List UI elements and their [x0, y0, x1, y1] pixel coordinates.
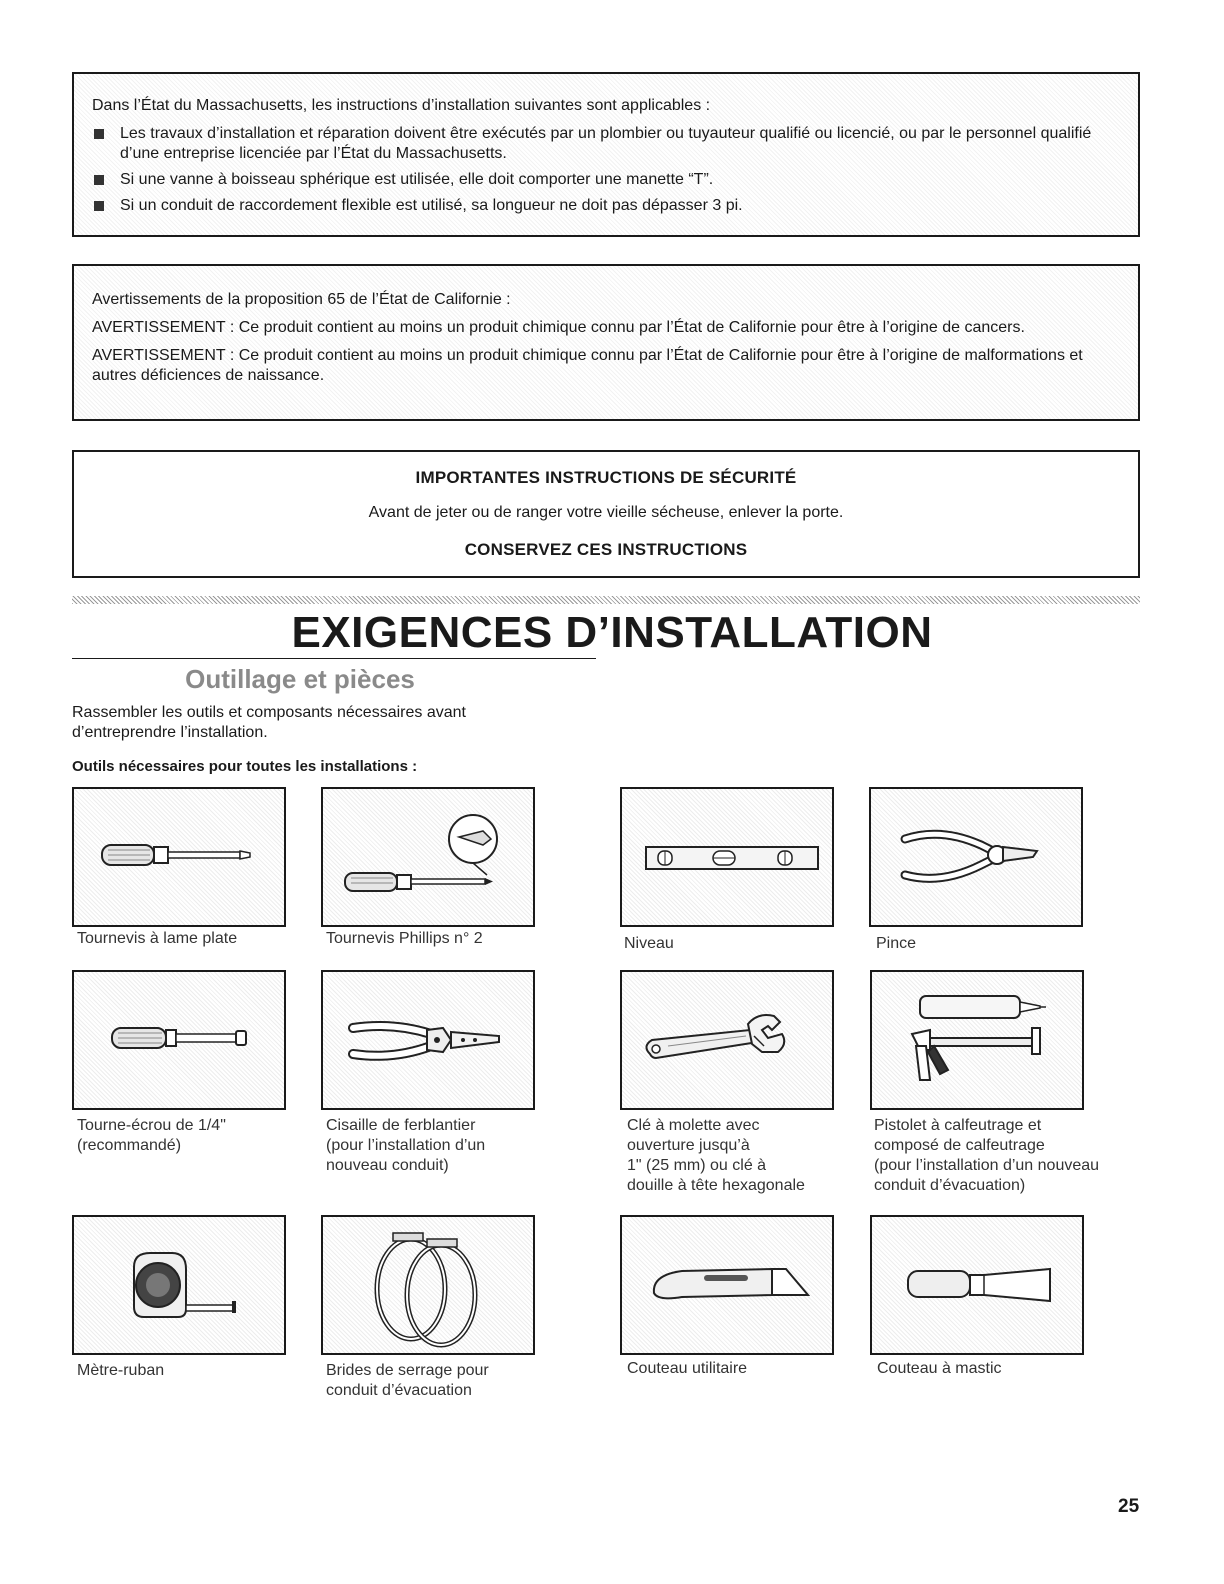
section-divider [72, 596, 1140, 604]
california-warning-cancer: AVERTISSEMENT : Ce produit contient au moins un produit chimique connu par l’État de Californie pour être à l’origine de cancers. [92, 319, 1025, 336]
page-number: 25 [1118, 1496, 1140, 1517]
list-item [92, 170, 1120, 190]
tin-snips-icon [323, 972, 533, 1108]
bullet-square-icon [94, 201, 104, 211]
safety-instructions-box [72, 450, 1140, 578]
pliers-icon [871, 789, 1081, 925]
tool-tile-tin-snips [321, 970, 535, 1110]
tool-caption-level: Niveau [624, 935, 674, 952]
level-icon [622, 789, 832, 925]
list-item-text: Si une vanne à boisseau sphérique est utilisée, elle doit comporter une manette “T”. [120, 171, 714, 188]
massachusetts-notice-box [72, 72, 1140, 237]
caulking-gun-icon [872, 972, 1082, 1108]
page-title: EXIGENCES D’INSTALLATION [291, 608, 933, 657]
tool-caption-vent-clamps: Brides de serrage pour conduit d’évacuation [326, 1362, 489, 1399]
tool-caption-phillips-screwdriver: Tournevis Phillips n° 2 [326, 930, 483, 947]
putty-knife-icon [872, 1217, 1082, 1353]
list-item-text: Si un conduit de raccordement flexible est utilisé, sa longueur ne doit pas dépasser 3 pi. [120, 197, 743, 214]
tool-tile-vent-clamps [321, 1215, 535, 1355]
tool-tile-caulking-gun [870, 970, 1084, 1110]
section-subtitle: Outillage et pièces [185, 664, 415, 694]
safety-footer: CONSERVEZ CES INSTRUCTIONS [464, 540, 748, 559]
tool-caption-utility-knife: Couteau utilitaire [627, 1360, 748, 1377]
list-item [92, 124, 1120, 164]
bullet-square-icon [94, 129, 104, 139]
vent-clamps-icon [323, 1217, 533, 1353]
tool-tile-phillips-screwdriver [321, 787, 535, 927]
massachusetts-list [92, 124, 1120, 216]
tool-caption-nut-driver: Tourne-écrou de 1/4" (recommandé) [77, 1117, 226, 1154]
tool-tile-nut-driver [72, 970, 286, 1110]
safety-heading: IMPORTANTES INSTRUCTIONS DE SÉCURITÉ [415, 468, 797, 487]
california-warning-birth-defects: AVERTISSEMENT : Ce produit contient au moins un produit chimique connu par l’État de Californie pour être à l’origine de malformations et autres déficiences de naissance. [92, 347, 1083, 384]
section-lead: Rassembler les outils et composants nécessaires avant d’entreprendre l’installation. [72, 704, 466, 741]
utility-knife-icon [622, 1217, 832, 1353]
tool-caption-putty-knife: Couteau à mastic [877, 1360, 1002, 1377]
tool-tile-adjustable-wrench [620, 970, 834, 1110]
tool-tile-putty-knife [870, 1215, 1084, 1355]
tool-caption-adjustable-wrench: Clé à molette avec ouverture jusqu’à 1" (25 mm) ou clé à douille à tête hexagonale [627, 1117, 805, 1194]
adjustable-wrench-icon [622, 972, 832, 1108]
tool-caption-tin-snips: Cisaille de ferblantier (pour l’installation d’un nouveau conduit) [326, 1117, 486, 1174]
title-underline [72, 658, 596, 659]
flat-screwdriver-icon [74, 789, 284, 925]
massachusetts-intro: Dans l’État du Massachusetts, les instructions d’installation suivantes sont applicables : [92, 97, 711, 114]
tool-caption-flat-screwdriver: Tournevis à lame plate [77, 930, 238, 947]
california-warning-box [72, 264, 1140, 421]
california-intro: Avertissements de la proposition 65 de l’État de Californie : [92, 291, 511, 308]
phillips-screwdriver-icon [323, 789, 533, 925]
tool-caption-pliers: Pince [876, 935, 917, 952]
tool-tile-utility-knife [620, 1215, 834, 1355]
tool-caption-caulking-gun: Pistolet à calfeutrage et composé de calfeutrage (pour l’installation d’un nouveau conduit d’évacuation) [874, 1117, 1100, 1194]
tool-caption-tape-measure: Mètre-ruban [77, 1362, 165, 1379]
tape-measure-icon [74, 1217, 284, 1353]
tool-tile-level [620, 787, 834, 927]
tool-tile-pliers [869, 787, 1083, 927]
list-item [92, 196, 1120, 216]
tools-heading: Outils nécessaires pour toutes les installations : [72, 758, 418, 775]
tool-tile-tape-measure [72, 1215, 286, 1355]
safety-text: Avant de jeter ou de ranger votre vieille sécheuse, enlever la porte. [368, 504, 844, 521]
list-item-text: Les travaux d’installation et réparation doivent être exécutés par un plombier ou tuyauteur qualifié ou licencié, ou par le personnel qualifié d’une entreprise licenciée par l’État du Massachusetts. [120, 125, 1092, 162]
nut-driver-icon [74, 972, 284, 1108]
bullet-square-icon [94, 175, 104, 185]
tool-tile-flat-screwdriver [72, 787, 286, 927]
